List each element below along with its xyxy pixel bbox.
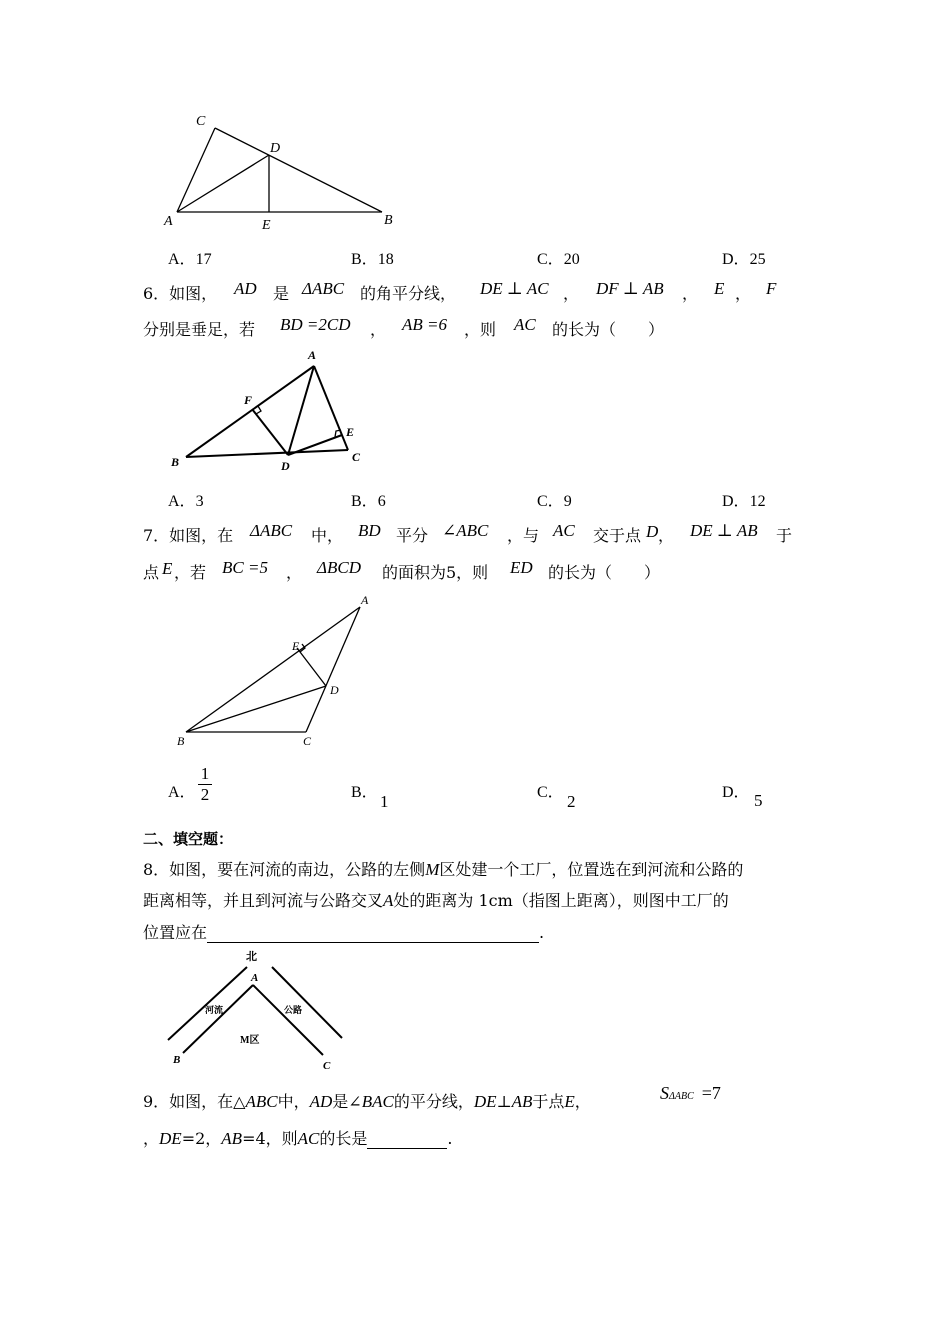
q6-option-c: C．9 (537, 493, 572, 510)
q7-figure (170, 590, 375, 750)
q5-label-e: E (262, 218, 271, 233)
q6-label-c: C (352, 450, 361, 464)
q6-option-d: D．12 (722, 493, 766, 510)
q8-answer-blank[interactable] (207, 924, 539, 943)
q7-option-a-fraction: 1 2 (196, 764, 214, 805)
q8-label-a: A (251, 972, 259, 984)
q7-label-d: D (330, 683, 339, 697)
q7-option-d-value: 5 (754, 791, 763, 810)
q9-answer-blank[interactable] (367, 1130, 447, 1149)
q6-figure (160, 345, 375, 475)
q9-line1: 9．如图，在△ABC中，AD是∠BAC的平分线，DE⊥AB于点E， (143, 1092, 591, 1111)
q5-figure (150, 105, 410, 240)
q7-option-b: B． (351, 784, 378, 801)
q5-option-a: A．17 (168, 251, 212, 268)
q7-option-c-value: 2 (567, 792, 576, 811)
q8-line2: 距离相等，并且到河流与公路交叉A处的距离为 1cm（指图上距离），则图中工厂的 (143, 891, 729, 910)
q7-label-c: C (303, 734, 312, 748)
q8-figure (165, 945, 355, 1075)
q7-option-c: C． (537, 784, 564, 801)
q6-option-a: A．3 (168, 493, 204, 510)
q6-label-e: E (346, 425, 355, 439)
q7-option-d: D． (722, 784, 750, 801)
q8-label-road: 公路 (284, 1005, 303, 1015)
q5-option-b: B．18 (351, 251, 394, 268)
q6-label-b: B (171, 455, 180, 469)
q9-area-formula: SΔABC =7 (660, 1083, 721, 1103)
q7-option-a: A． (168, 784, 196, 801)
q7-label-e: E (292, 639, 300, 653)
q8-label-c: C (323, 1060, 331, 1072)
q5-option-d: D．25 (722, 251, 766, 268)
q8-line1: 8．如图，要在河流的南边，公路的左侧M区处建一个工厂，位置选在到河流和公路的 (143, 860, 744, 879)
q8-label-m: M区 (240, 1035, 260, 1046)
q6-label-f: F (244, 393, 253, 407)
q6-option-b: B．6 (351, 493, 386, 510)
q8-label-river: 河流 (205, 1005, 224, 1015)
q5-label-b: B (384, 213, 393, 228)
q6-label-d: D (281, 459, 290, 473)
q9-line2: ，DE=2，AB=4，则AC的长是 . (143, 1129, 453, 1148)
q5-label-c: C (196, 114, 206, 129)
q8-label-b: B (173, 1054, 181, 1066)
q6-label-a: A (308, 348, 317, 362)
q5-option-c: C．20 (537, 251, 580, 268)
q7-label-b: B (177, 734, 185, 748)
q8-line3: 位置应在 . (143, 923, 545, 942)
q7-option-b-value: 1 (380, 792, 389, 811)
q8-label-north: 北 (246, 951, 257, 963)
section-heading: 二、填空题： (143, 830, 234, 848)
q5-label-a: A (164, 214, 173, 229)
q7-label-a: A (361, 593, 369, 607)
q5-label-d: D (270, 141, 281, 156)
